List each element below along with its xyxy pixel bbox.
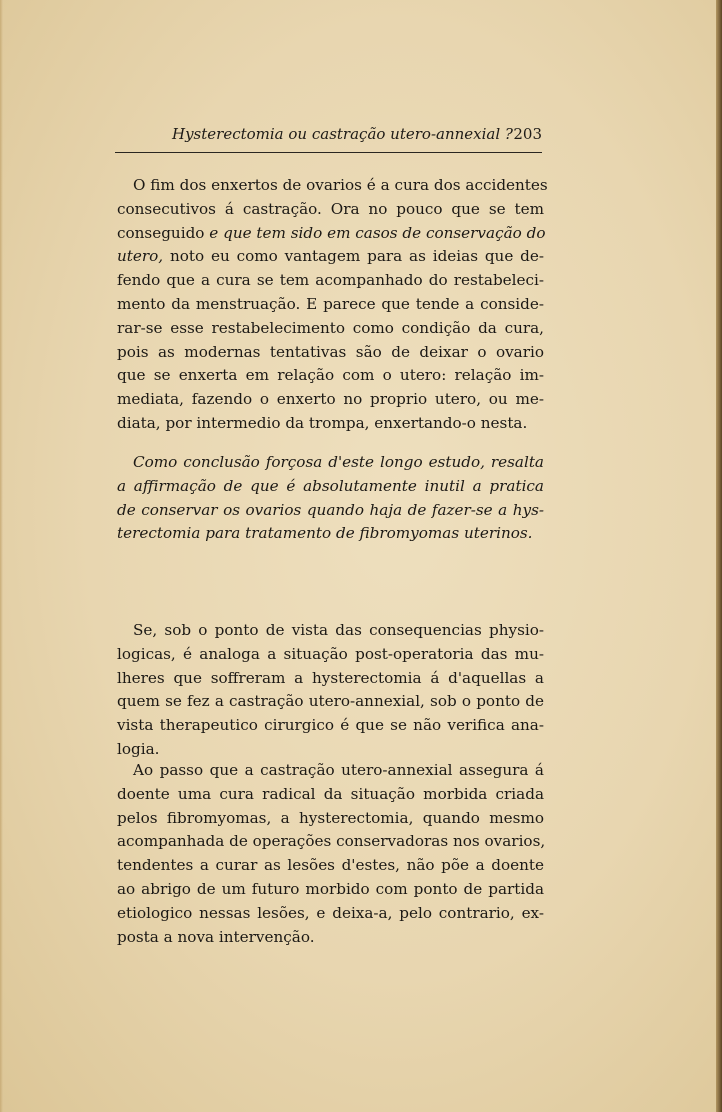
text-line: lheres que soffreram a hysterectomia á d'aquellas a [117, 668, 544, 687]
text-line: que se enxerta em relação com o utero: relação im- [117, 366, 544, 385]
text-span: noto eu como vantagem para as ideias que de- [169, 247, 544, 266]
text-line [117, 222, 544, 246]
text-line: a affirmação de que é absolutamente inutil a pratica [117, 476, 544, 495]
running-title: Hysterectomia ou castração utero-annexial ? [172, 125, 513, 143]
text-line: pois as modernas tentativas são de deixar o ovario [117, 342, 544, 361]
text-line: tendentes a curar as lesões d'estes, não põe a doente [117, 856, 544, 875]
text-line: fendo que a cura se tem acompanhado do restabeleci- [117, 271, 544, 290]
paragraph-cura-radical [117, 759, 544, 949]
text-line: vista therapeutico cirurgico é que se não verifica ana- [117, 716, 544, 735]
text-line: O fim dos enxertos de ovarios é a cura dos accidentes [133, 176, 548, 194]
text-line: de conservar os ovarios quando haja de fazer-se a hys- [117, 500, 544, 519]
text-line: ao abrigo de um futuro morbido com ponto de partida [117, 879, 544, 898]
text-line: diata, por intermedio da trompa, enxertando-o nesta. [117, 413, 528, 432]
text-line: rar-se esse restabelecimento como condição da cura, [117, 318, 544, 337]
text-line: mento da menstruação. E parece que tende a conside- [117, 294, 544, 313]
paragraph-analogia [117, 619, 544, 762]
text-line: quem se fez a castração utero-annexial, sob o ponto de [117, 692, 544, 711]
text-line: doente uma cura radical da situação morbida criada [117, 784, 544, 803]
text-line: Se, sob o ponto de vista das consequencias physio- [133, 621, 544, 639]
text-line: logia. [117, 739, 160, 758]
text-line: consecutivos á castração. Ora no pouco que se tem [117, 199, 544, 218]
page-number: 203 [513, 125, 542, 143]
text-line: Como conclusão forçosa d'este longo estudo, resalta [133, 453, 544, 471]
paragraph-conclusion [117, 451, 544, 546]
text-line: mediata, fazendo o enxerto no proprio utero, ou me- [117, 390, 544, 409]
page-left-edge [0, 0, 3, 1112]
text-line: logicas, é analoga a situação post-operatoria das mu- [117, 644, 544, 663]
text-line: acompanhada de operações conservadoras nos ovarios, [117, 832, 546, 851]
page-right-edge [716, 0, 722, 1112]
text-line: pelos fibromyomas, a hysterectomia, quando mesmo [117, 808, 544, 827]
text-span: conseguido [117, 223, 205, 242]
text-line: posta a nova intervenção. [117, 927, 315, 946]
running-header [115, 122, 542, 153]
italic-span: e que tem sido em casos de conservação do [209, 223, 546, 242]
text-line: etiologico nessas lesões, e deixa-a, pelo contrario, ex- [117, 903, 544, 922]
text-line: terectomia para tratamento de fibromyomas uterinos. [117, 524, 533, 543]
paragraph-enxertos [117, 174, 548, 436]
text-line [117, 245, 544, 269]
italic-span: utero, [117, 247, 164, 266]
text-line: Ao passo que a castração utero-annexial assegura á [133, 761, 544, 779]
